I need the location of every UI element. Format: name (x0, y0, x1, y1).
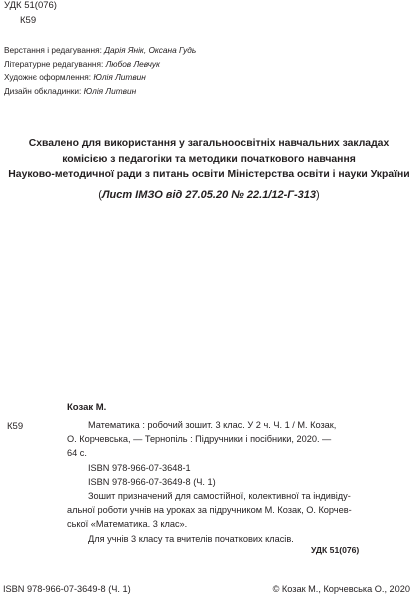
biblio-line: ської «Математика. 3 клас». (67, 519, 188, 530)
credit-label: Художнє оформлення: (4, 72, 94, 83)
open-paren: ( (98, 189, 102, 201)
isbn-footer: ISBN 978-966-07-3649-8 (Ч. 1) (3, 584, 131, 594)
close-paren: ) (316, 189, 320, 201)
approval-statement (0, 136, 418, 183)
biblio-line: О. Корчевська, — Тернопіль : Підручники і посібники, 2020. — (67, 434, 332, 445)
credit-row (4, 58, 196, 72)
bibliographic-description (67, 418, 412, 546)
biblio-line: Зошит призначений для самостійної, колективної та індивіду- (88, 491, 351, 502)
biblio-line: Для учнів 3 класу та вчителів початкових класів. (88, 533, 294, 544)
credit-label: Верстання і редагування: (4, 45, 105, 55)
credit-value: Юлія Литвин (83, 85, 137, 96)
credit-label: Літературне редагування: (4, 58, 106, 69)
approval-line: Науково-методичної ради з питань освіти Міністерства освіти і науки України (8, 169, 410, 181)
approval-line: комісією з педагогіки та методики початкового навчання (62, 153, 356, 165)
author-name: Козак М. (67, 402, 107, 413)
biblio-line: альної роботи учнів на уроках за підручником М. Козак, О. Корчев- (67, 505, 352, 516)
credit-value: Юлія Литвин (93, 72, 146, 83)
approval-line: Схвалено для використання у загальноосвітніх навчальних закладах (28, 138, 390, 149)
library-index-mid: К59 (7, 421, 24, 432)
credit-value: Любов Левчук (105, 58, 160, 69)
credits-block (4, 44, 196, 98)
ministry-letter-reference (0, 189, 418, 201)
credit-row (4, 85, 196, 99)
biblio-line: 64 с. (67, 448, 87, 459)
credit-label: Дизайн обкладинки: (4, 85, 84, 96)
library-index-top: К59 (20, 15, 37, 26)
copyright-notice: © Козак М., Корчевська О., 2020 (272, 584, 410, 594)
credit-row (4, 44, 196, 58)
udk-code-bottom: УДК 51(076) (311, 545, 360, 555)
credit-row (4, 71, 196, 85)
udk-code-top: УДК 51(076) (4, 0, 57, 11)
biblio-line: Математика : робочий зошит. 3 клас. У 2 ч. Ч. 1 / М. Козак, (88, 420, 337, 430)
biblio-line: ISBN 978-966-07-3648-1 (88, 462, 191, 473)
biblio-line: ISBN 978-966-07-3649-8 (Ч. 1) (88, 476, 216, 487)
letter-text: Лист ІМЗО від 27.05.20 № 22.1/12-Г-313 (101, 189, 317, 201)
credit-value: Дарія Янік, Оксана Гудь (104, 45, 197, 55)
